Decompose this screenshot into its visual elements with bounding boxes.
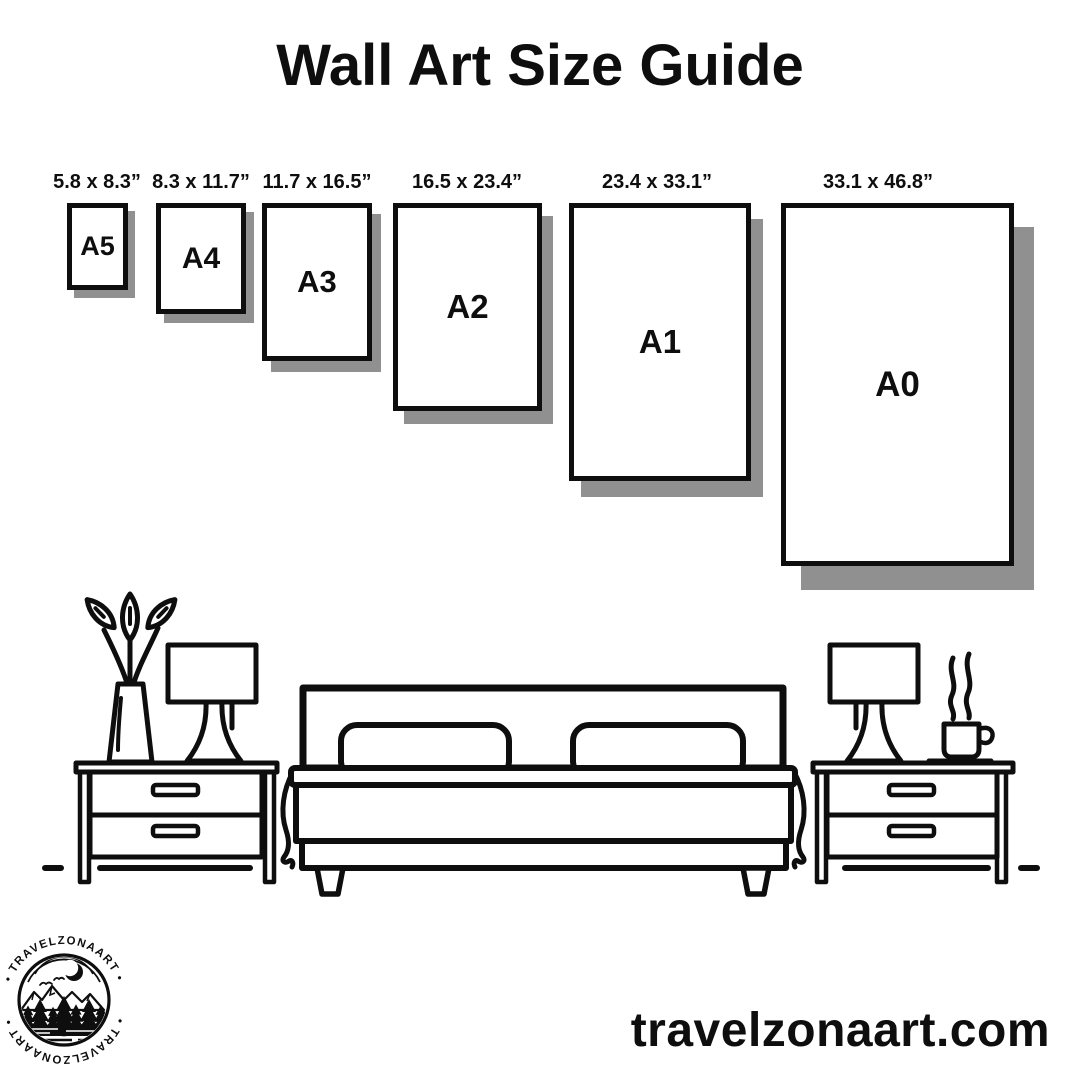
frame-a2 <box>393 203 542 411</box>
size-label-a2: 16.5 x 23.4” <box>411 171 523 193</box>
table-lamp-right-icon <box>830 645 918 761</box>
steam-icon <box>950 658 953 719</box>
website-url[interactable]: travelzonaart.com <box>630 1004 1050 1057</box>
coffee-cup-icon <box>929 654 993 761</box>
nightstand-left-icon <box>76 763 277 882</box>
frame-a4 <box>156 203 246 314</box>
double-bed-icon <box>283 688 804 894</box>
logo-ring-text-top: • TRAVELZONAART • <box>2 934 126 984</box>
size-label-a5: 5.8 x 8.3” <box>53 171 141 193</box>
frame-a1 <box>569 203 751 481</box>
logo-ring-text-bottom: • TRAVELZONAART • <box>2 1016 126 1066</box>
steam-icon <box>966 654 970 718</box>
table-lamp-left-icon <box>168 645 256 761</box>
size-label-a1: 23.4 x 33.1” <box>601 171 713 193</box>
frame-a5 <box>67 203 128 290</box>
size-label-a4: 8.3 x 11.7” <box>152 171 250 193</box>
flower-vase-icon <box>82 594 180 762</box>
frame-a3 <box>262 203 372 361</box>
brand-logo <box>0 930 136 1080</box>
frame-code-a0: A0 <box>875 364 920 404</box>
bedroom-illustration <box>0 580 1080 900</box>
frame-code-a4: A4 <box>181 241 221 275</box>
bird-icon <box>40 978 64 985</box>
page-title: Wall Art Size Guide <box>276 33 804 98</box>
size-label-a3: 11.7 x 16.5” <box>262 171 372 193</box>
size-label-a0: 33.1 x 46.8” <box>822 171 934 193</box>
frame-code-a5: A5 <box>80 231 115 261</box>
frame-code-a3: A3 <box>297 264 337 299</box>
frame-a0 <box>781 203 1014 566</box>
nightstand-right-icon <box>813 763 1013 882</box>
frame-code-a2: A2 <box>446 288 489 325</box>
frame-code-a1: A1 <box>638 323 682 360</box>
